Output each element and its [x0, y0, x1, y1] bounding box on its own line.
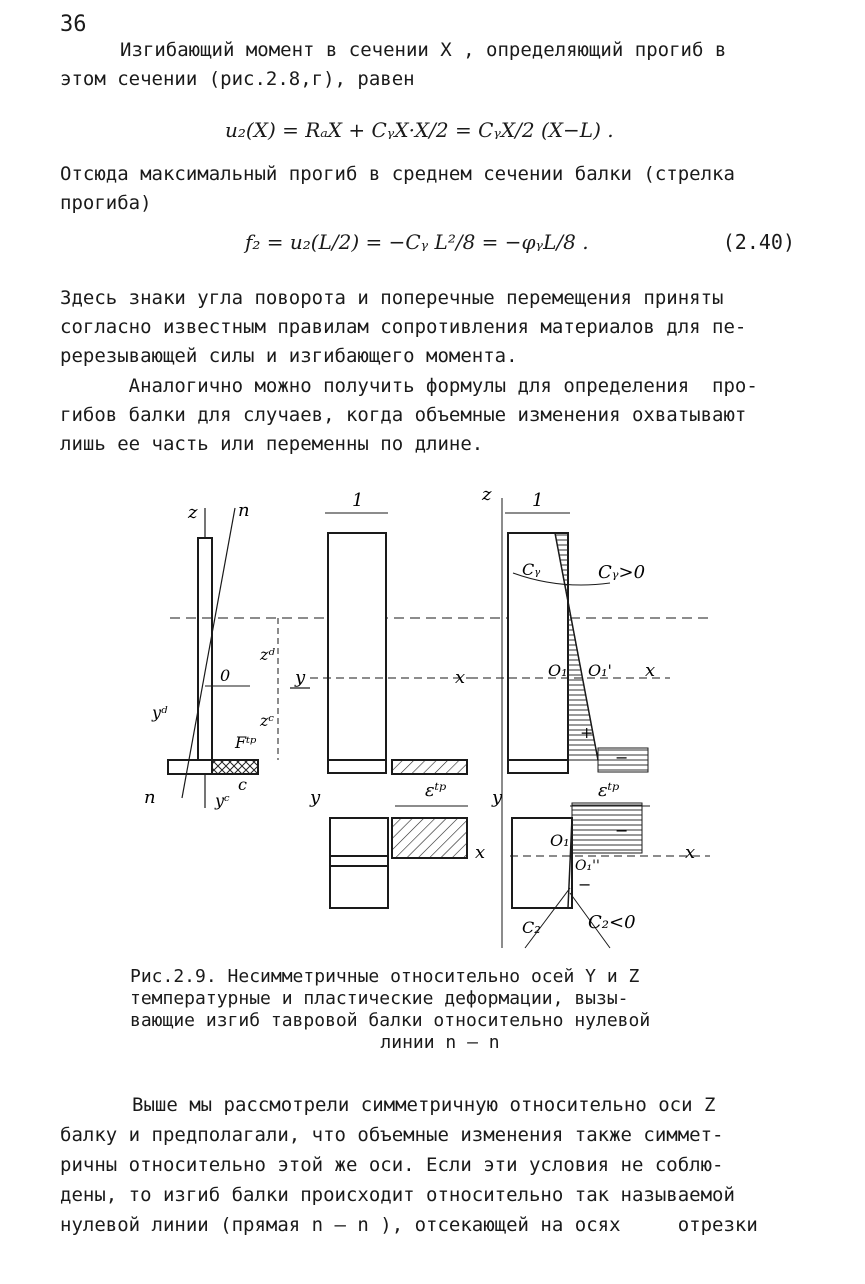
label-o1: O₁ [548, 661, 568, 680]
label-cy: Cᵧ [522, 560, 541, 579]
label-cy-positive: Cᵧ>0 [598, 562, 646, 583]
label-x-right-lower: x [685, 842, 696, 863]
label-width-1: 1 [352, 490, 364, 511]
text-line: гибов балки для случаев, когда объемные изменения охватывают [60, 404, 747, 426]
label-o1-lower: O₁ [550, 831, 570, 850]
label-width-1-right: 1 [532, 490, 544, 511]
label-etp: εᵗᵖ [425, 780, 447, 801]
label-x-lower: x [475, 842, 486, 863]
text-line: нулевой линии (прямая n – n ), отсекающей на осях отрезки [60, 1214, 758, 1236]
label-n-bottom: n [144, 787, 156, 808]
text-line: лишь ее часть или переменны по длине. [60, 433, 484, 455]
label-yc: yᶜ [215, 791, 230, 810]
paragraph-max-deflection [60, 160, 805, 218]
formula-moment: u₂(X) = RₐX + CᵧX·X/2 = CᵧX/2 (X−L) . [225, 118, 614, 142]
figure-caption [130, 966, 750, 1054]
label-yd: yᵈ [152, 703, 168, 722]
label-minus-upper: − [615, 748, 629, 767]
text-line: ререзывающей силы и изгибающего момента. [60, 345, 518, 367]
label-zc: zᶜ [260, 711, 275, 730]
label-minus-lower: − [578, 875, 592, 894]
label-cz-negative: C₂<0 [588, 912, 636, 933]
label-n-top: n [238, 500, 250, 521]
text-line: дены, то изгиб балки происходит относительно так называемой [60, 1184, 735, 1206]
label-origin: 0 [220, 666, 231, 685]
label-x: x [455, 667, 466, 688]
page-number: 36 [60, 12, 87, 37]
paragraph-analogous [60, 372, 805, 459]
text-line: Отсюда максимальный прогиб в среднем сечении балки (стрелка [60, 163, 735, 185]
beam-middle [310, 513, 475, 908]
label-x-right: x [645, 660, 656, 681]
label-zd: zᵈ [260, 645, 275, 664]
label-y: y [295, 667, 306, 688]
label-o1-prime: O₁' [588, 661, 612, 680]
caption-line: линии n – n [380, 1032, 500, 1053]
label-o1-double-prime: O₁'' [575, 858, 600, 874]
caption-line: вающие изгиб тавровой балки относительно нулевой [130, 1010, 651, 1031]
caption-line: Рис.2.9. Несимметричные относительно осей Y и Z [130, 966, 640, 987]
label-y-right: y [492, 787, 503, 808]
text-line: Изгибающий момент в сечении X , определяющий прогиб в [120, 39, 727, 61]
text-line: Выше мы рассмотрели симметричную относительно оси Z [132, 1094, 716, 1116]
label-z: z [188, 502, 198, 523]
text-line: Аналогично можно получить формулы для определения про- [60, 375, 758, 397]
text-line: прогиба) [60, 192, 152, 214]
text-line: согласно известным правилам сопротивления материалов для пе- [60, 316, 747, 338]
paragraph-asymmetric [60, 1090, 805, 1240]
text-line: этом сечении (рис.2.8,г), равен [60, 68, 415, 90]
figure-2-9 [130, 478, 730, 958]
label-c: c [238, 775, 247, 794]
label-etp-right: εᵗᵖ [598, 780, 620, 801]
equation-number: (2.40) [722, 230, 795, 254]
label-cz: C₂ [522, 918, 541, 937]
label-z-right: z [482, 484, 492, 505]
text-line: балку и предполагали, что объемные изменения также симмет- [60, 1124, 724, 1146]
text-line: Здесь знаки угла поворота и поперечные перемещения приняты [60, 287, 724, 309]
paragraph-sign-convention [60, 284, 805, 371]
paragraph-bending-moment [60, 36, 805, 94]
text-line: ричны относительно этой же оси. Если эти условия не соблю- [60, 1154, 724, 1176]
label-ftp: Fᵗᵖ [235, 733, 257, 752]
label-plus: + [580, 723, 594, 742]
label-y-lower: y [310, 787, 321, 808]
label-minus-mid: − [615, 821, 629, 840]
caption-line: температурные и пластические деформации, вызы- [130, 988, 629, 1009]
formula-deflection: f₂ = u₂(L/2) = −Cᵧ L²/8 = −φᵧL/8 . [245, 230, 589, 254]
